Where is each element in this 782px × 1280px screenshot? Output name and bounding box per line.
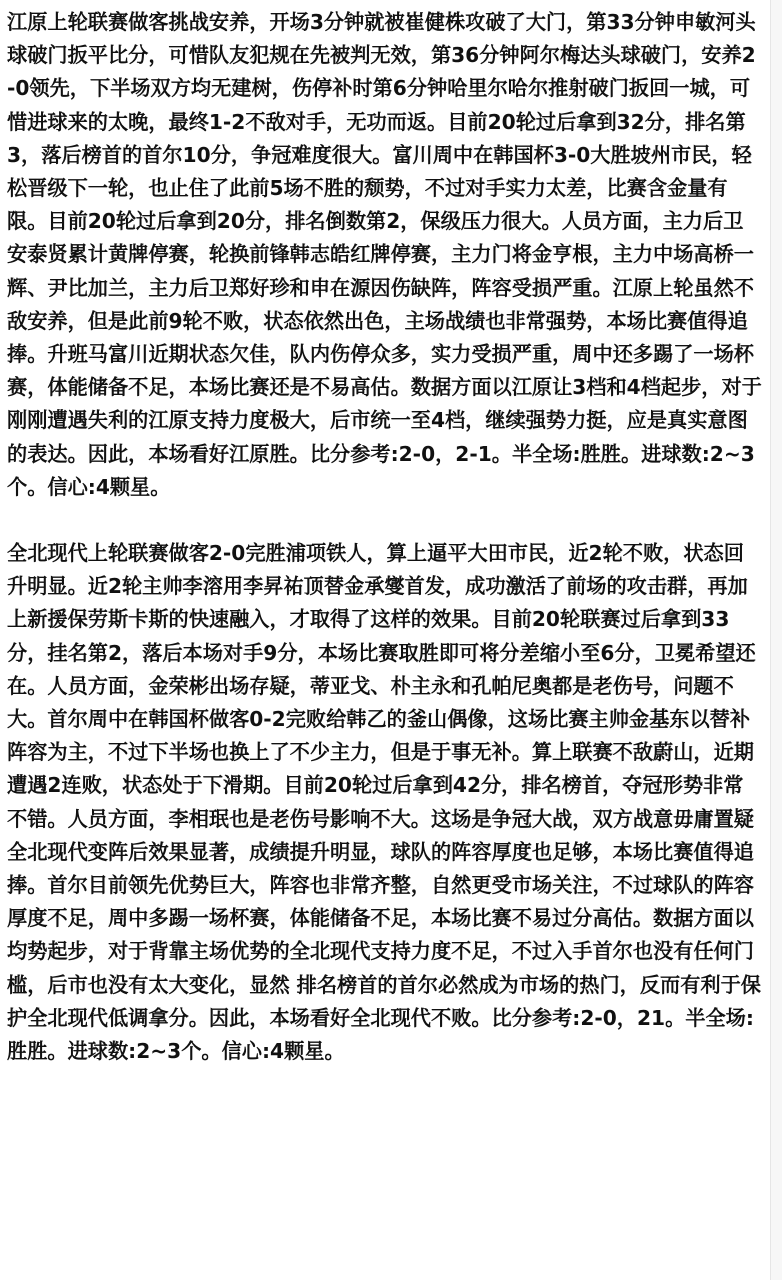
paragraph-spacer	[7, 504, 762, 537]
vertical-scrollbar[interactable]	[770, 0, 782, 1280]
paragraph-gangwon-preview: 江原上轮联赛做客挑战安养，开场3分钟就被崔健株攻破了大门，第33分钟申敏河头球破门扳平比分，可惜队友犯规在先被判无效，第36分钟阿尔梅达头球破门，安养2-0领先，下半场双方均无建树，伤停补时第6分钟哈里尔哈尔推射破门扳回一城，可惜进球来的太晚，最终1-2不敌对手，无功而返。目前20轮过后拿到32分，排名第3，落后榜首的首尔10分，争冠难度很大。富川周中在韩国杯3-0大胜坡州市民，轻松晋级下一轮，也止住了此前5场不胜的颓势，不过对手实力太差，比赛含金量有限。目前20轮过后拿到20分，排名倒数第2，保级压力很大。人员方面，主力后卫安泰贤累计黄牌停赛，轮换前锋韩志皓红牌停赛，主力门将金亨根，主力中场高桥一辉、尹比加兰，主力后卫郑好珍和申在源因伤缺阵，阵容受损严重。江原上轮虽然不敌安养，但是此前9轮不败，状态依然出色，主场战绩也非常强势，本场比赛值得追捧。升班马富川近期状态欠佳，队内伤停众多，实力受损严重，周中还多踢了一场杯赛，体能储备不足，本场比赛还是不易高估。数据方面以江原让3档和4档起步，对于刚刚遭遇失利的江原支持力度极大，后市统一至4档，继续强势力挺，应是真实意图的表达。因此，本场看好江原胜。比分参考:2-0，2-1。半全场:胜胜。进球数:2~3个。信心:4颗星。	[7, 10, 762, 499]
paragraph-jeonbuk-preview: 全北现代上轮联赛做客2-0完胜浦项铁人，算上逼平大田市民，近2轮不败，状态回升明显。近2轮主帅李溶用李昇祐顶替金承燮首发，成功激活了前场的攻击群，再加上新援保劳斯卡斯的快速融入，才取得了这样的效果。目前20轮联赛过后拿到33分，挂名第2，落后本场对手9分，本场比赛取胜即可将分差缩小至6分，卫冕希望还在。人员方面，金荣彬出场存疑，蒂亚戈、朴主永和孔帕尼奥都是老伤号，问题不大。首尔周中在韩国杯做客0-2完败给韩乙的釜山偶像，这场比赛主帅金基东以替补阵容为主，不过下半场也换上了不少主力，但是于事无补。算上联赛不敌蔚山，近期遭遇2连败，状态处于下滑期。目前20轮过后拿到42分，排名榜首，夺冠形势非常不错。人员方面，李相珉也是老伤号影响不大。这场是争冠大战，双方战意毋庸置疑全北现代变阵后效果显著，成绩提升明显，球队的阵容厚度也足够，本场比赛值得追捧。首尔目前领先优势巨大，阵容也非常齐整，自然更受市场关注，不过球队的阵容厚度不足，周中多踢一场杯赛，体能储备不足，本场比赛不易过分高估。数据方面以均势起步，对于背靠主场优势的全北现代支持力度不足，不过入手首尔也没有任何门槛，后市也没有太大变化，显然 排名榜首的首尔必然成为市场的热门，反而有利于保护全北现代低调拿分。因此，本场看好全北现代不败。比分参考:2-0，21。半全场:胜胜。进球数:2~3个。信心:4颗星。	[7, 541, 761, 1064]
